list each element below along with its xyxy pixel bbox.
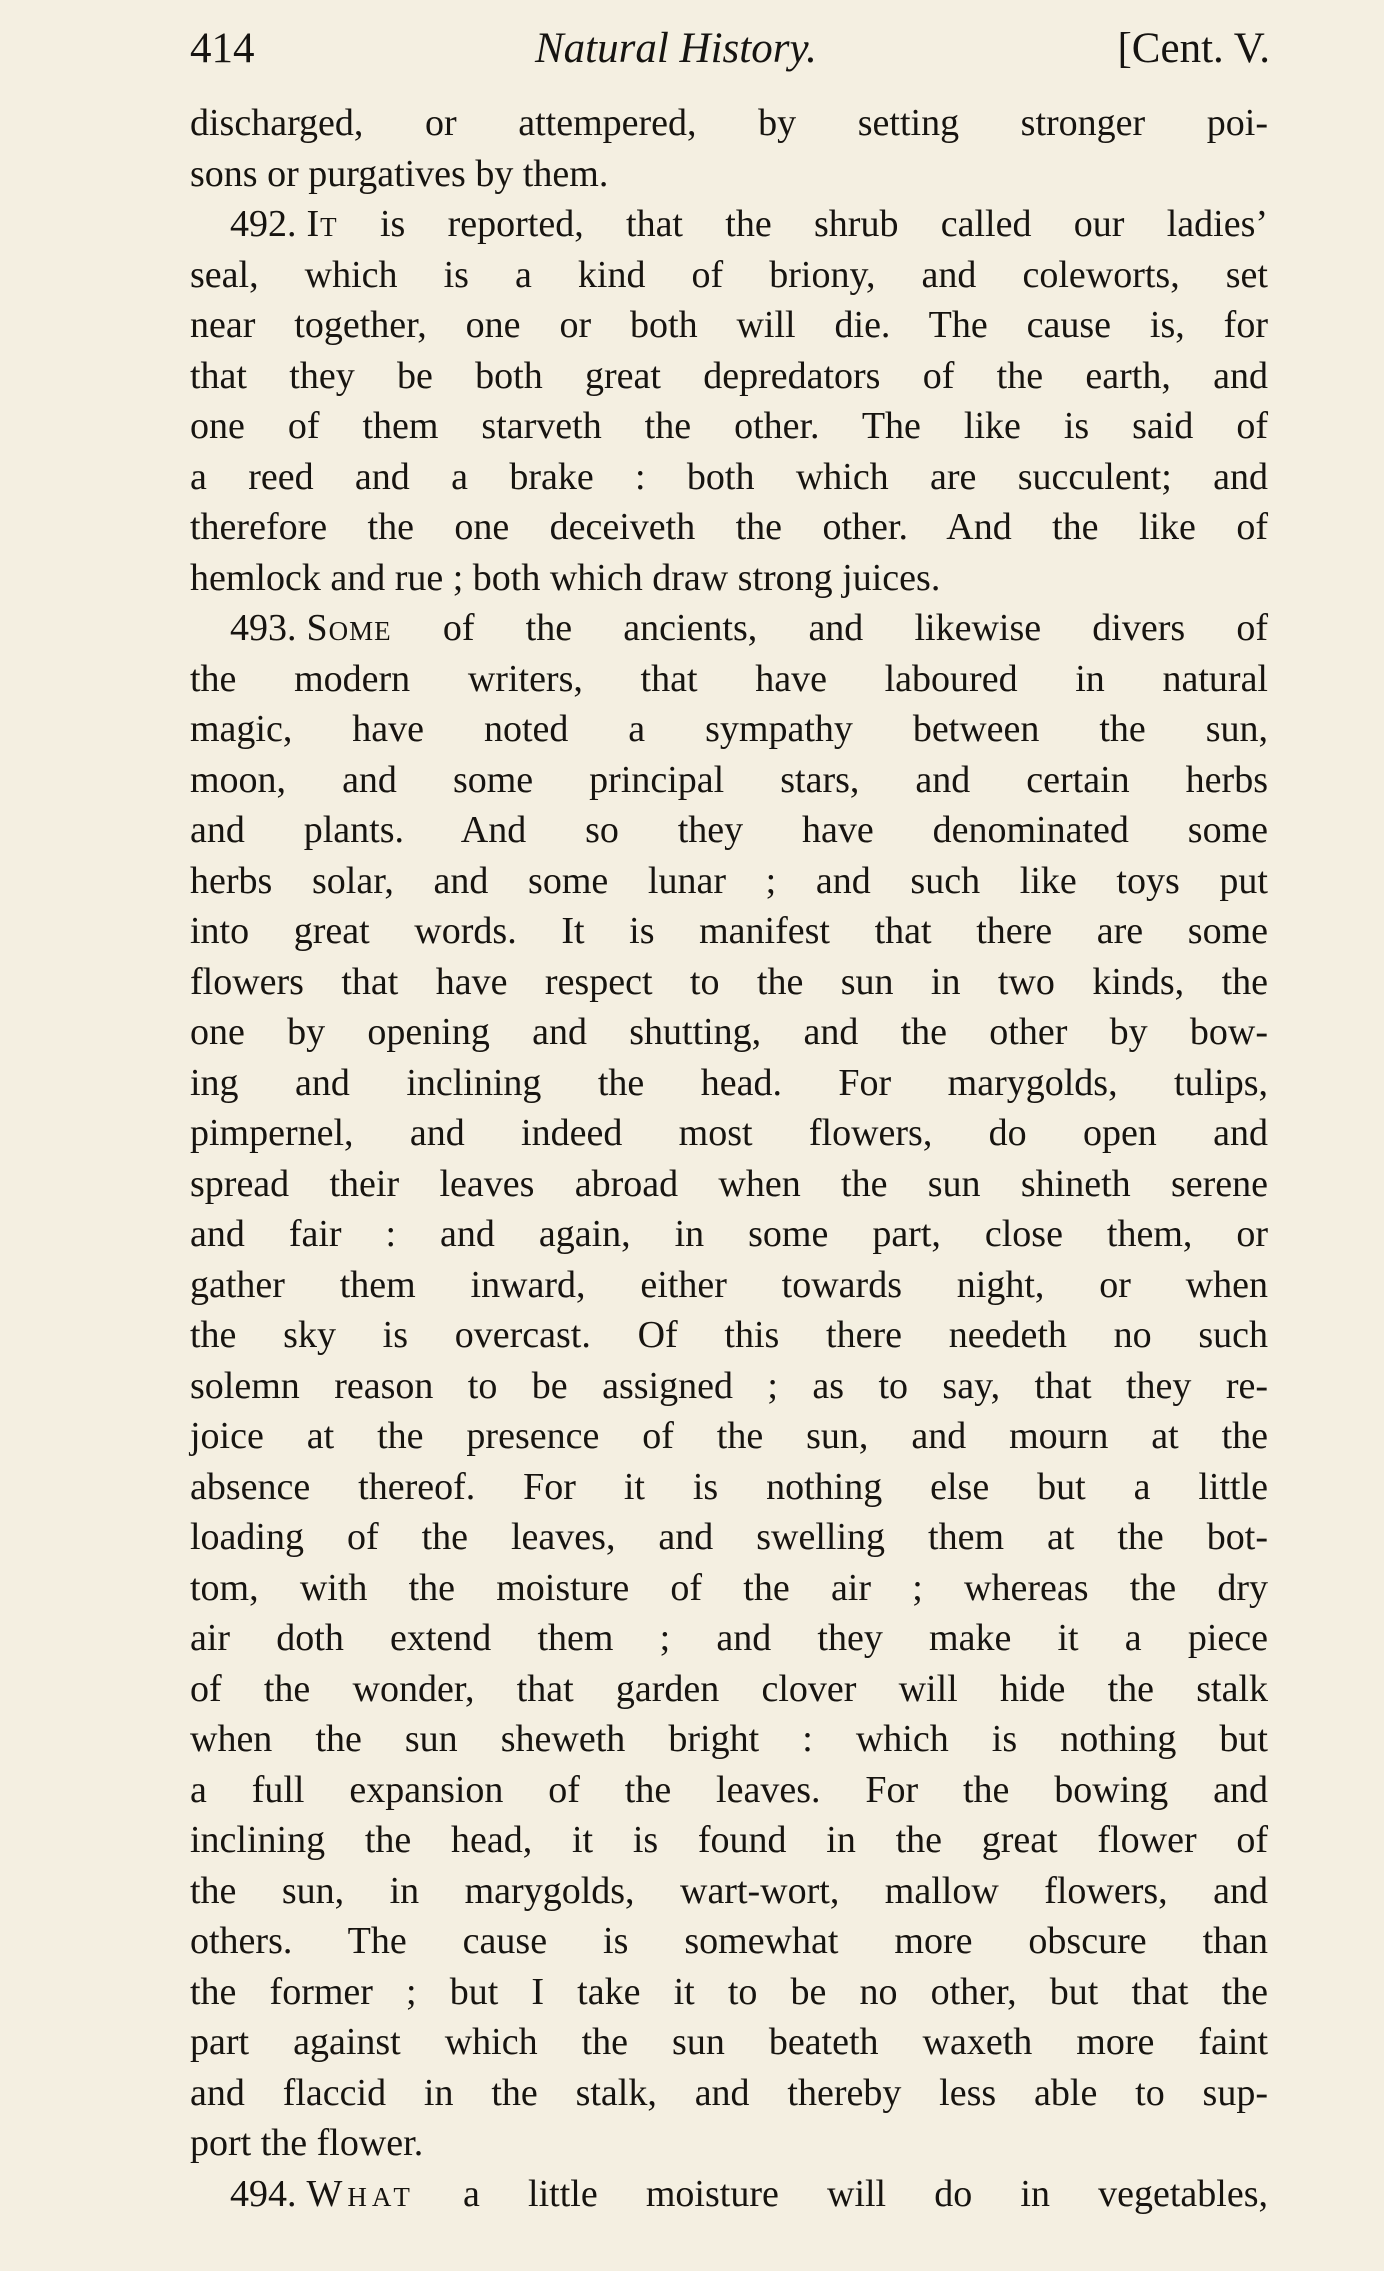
running-head — [190, 22, 1270, 82]
text-line: inclining the head, it is found in the great flower of — [190, 1819, 1268, 1861]
text-line: a reed and a brake : both which are succulent; and — [190, 455, 1268, 498]
text-line: the modern writers, that have laboured in natural — [190, 657, 1268, 700]
text-line: tom, with the moisture of the air ; whereas the dry — [190, 1566, 1268, 1609]
running-section: [Cent. V. — [1117, 25, 1270, 72]
paragraph-number: 494. — [230, 2172, 297, 2215]
text-line: sons or purgatives by them. — [190, 152, 609, 195]
text-line: part against which the sun beateth waxeth more faint — [190, 2021, 1268, 2063]
text-line: air doth extend them ; and they make it a piece — [190, 1617, 1268, 1659]
text-line: ing and inclining the head. For marygolds, tulips, — [190, 1061, 1268, 1104]
paragraph-number: 492. — [230, 203, 297, 245]
page-number: 414 — [190, 25, 255, 72]
text-line: solemn reason to be assigned ; as to say, that they re- — [190, 1364, 1268, 1407]
text-line: a full expansion of the leaves. For the bowing and — [190, 1768, 1268, 1811]
running-title: Natural History. — [535, 25, 817, 72]
text-line: absence thereof. For it is nothing else but a little — [190, 1465, 1268, 1508]
text-line: flowers that have respect to the sun in two kinds, the — [190, 960, 1268, 1003]
text-line-rest: a little moisture will do in vegetables, — [463, 2172, 1268, 2215]
text-line: and plants. And so they have denominated some — [190, 809, 1268, 851]
text-line: hemlock and rue ; both which draw strong juices. — [190, 556, 941, 599]
text-line: herbs solar, and some lunar ; and such like toys put — [190, 859, 1268, 902]
text-line: discharged, or attempered, by setting stronger poi- — [190, 102, 1268, 144]
text-line-rest: is reported, that the shrub called our ladies’ — [379, 203, 1269, 245]
paragraph-493-first-line — [190, 603, 1268, 654]
text-line: joice at the presence of the sun, and mourn at the — [190, 1415, 1268, 1457]
text-line: of the wonder, that garden clover will hide the stalk — [190, 1667, 1268, 1710]
text-line: others. The cause is somewhat more obscure than — [190, 1920, 1268, 1962]
text-line: and flaccid in the stalk, and thereby less able to sup- — [190, 2071, 1268, 2114]
paragraph-lead-word: What — [306, 2172, 415, 2215]
text-line-rest: of the ancients, and likewise divers of — [442, 607, 1269, 649]
text-line: pimpernel, and indeed most flowers, do open and — [190, 1112, 1268, 1154]
text-line: when the sun sheweth bright : which is nothing but — [190, 1718, 1268, 1760]
text-line: seal, which is a kind of briony, and coleworts, set — [190, 253, 1268, 296]
text-line: therefore the one deceiveth the other. And the like of — [190, 506, 1268, 548]
paragraph-492-first-line — [190, 199, 1268, 250]
body-text — [190, 98, 1268, 2219]
paragraph-number: 493. — [230, 607, 297, 649]
text-line: one of them starveth the other. The like is said of — [190, 405, 1268, 447]
text-line: loading of the leaves, and swelling them at the bot- — [190, 1516, 1268, 1558]
paragraph-lead-word: It — [306, 203, 338, 245]
text-line: the former ; but I take it to be no other, but that the — [190, 1970, 1268, 2013]
text-line: into great words. It is manifest that there are some — [190, 910, 1268, 952]
text-line: one by opening and shutting, and the other by bow- — [190, 1011, 1268, 1053]
text-line: gather them inward, either towards night, or when — [190, 1263, 1268, 1306]
text-line: near together, one or both will die. The cause is, for — [190, 304, 1268, 346]
text-line: that they be both great depredators of the earth, and — [190, 354, 1268, 397]
text-line: spread their leaves abroad when the sun shineth serene — [190, 1162, 1268, 1205]
text-line: moon, and some principal stars, and certain herbs — [190, 758, 1268, 801]
text-line: and fair : and again, in some part, close them, or — [190, 1213, 1268, 1255]
paragraph-lead-word: Some — [306, 607, 392, 649]
text-line: the sky is overcast. Of this there needeth no such — [190, 1314, 1268, 1356]
paragraph-494-first-line — [190, 2169, 1268, 2220]
text-line: the sun, in marygolds, wart-wort, mallow flowers, and — [190, 1869, 1268, 1912]
text-line: magic, have noted a sympathy between the sun, — [190, 708, 1268, 750]
text-line: port the flower. — [190, 2122, 424, 2164]
